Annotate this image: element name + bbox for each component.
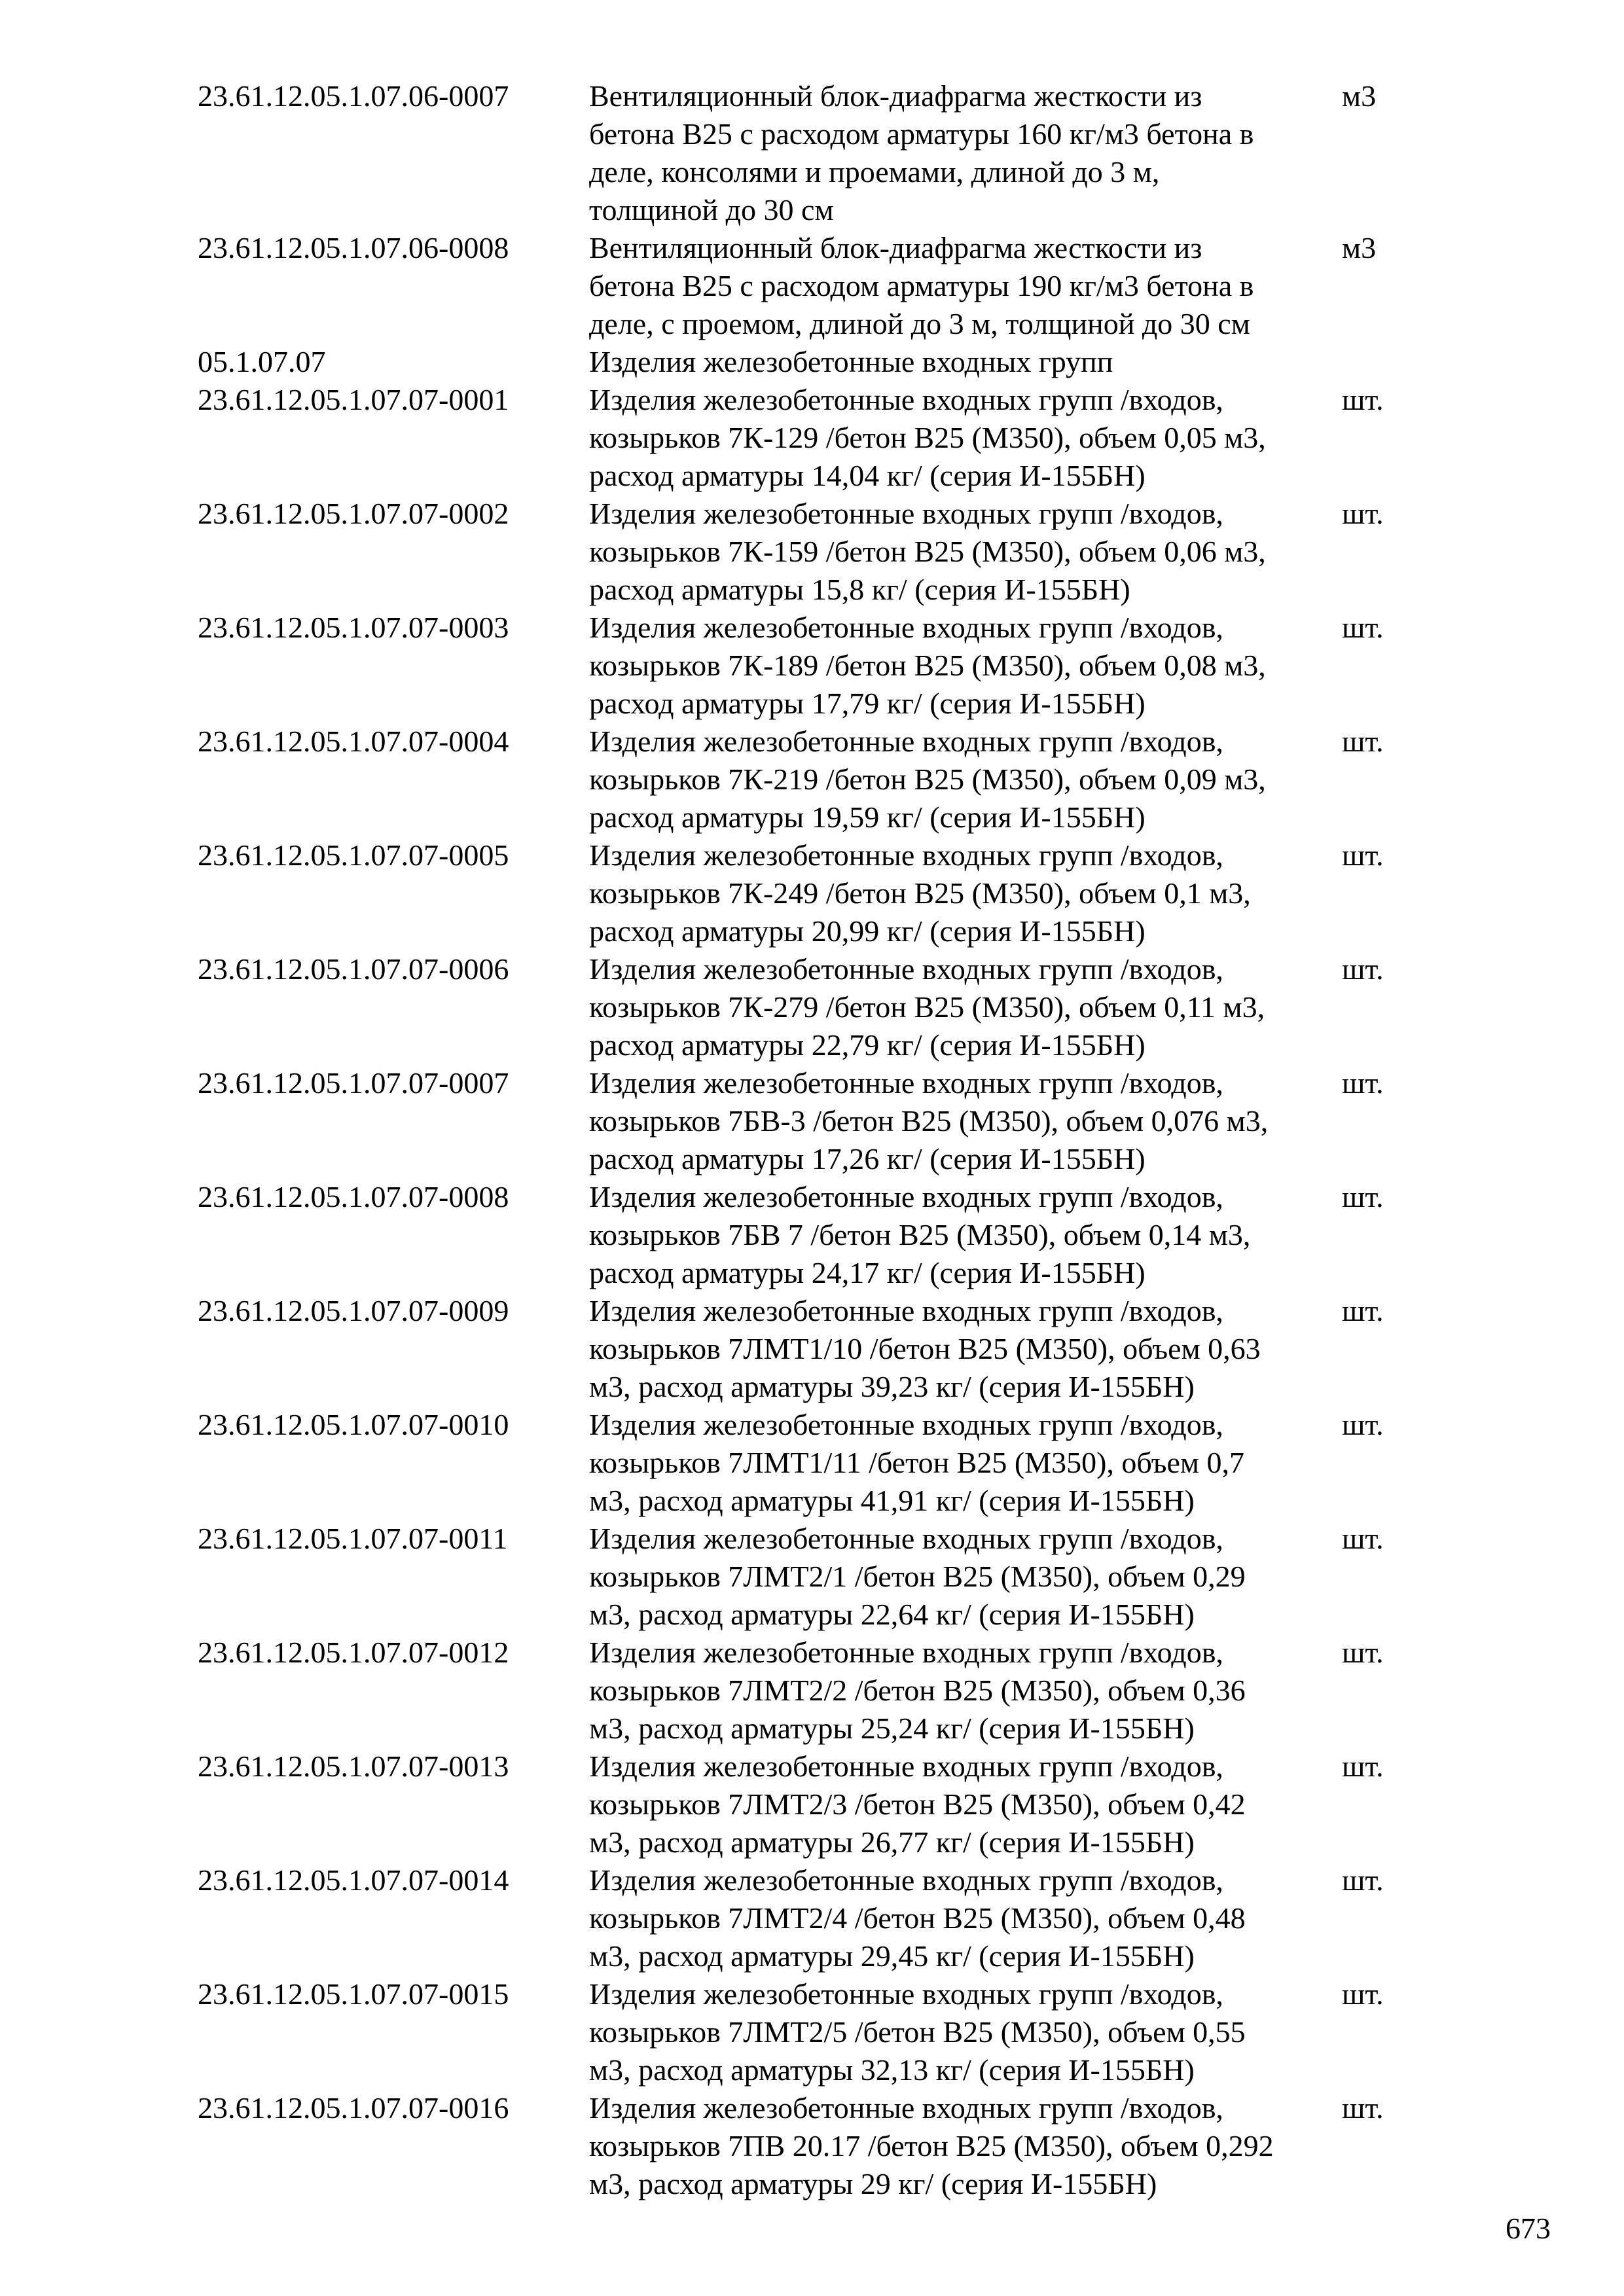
resource-unit: шт.: [1342, 1294, 1384, 1327]
resource-description: Изделия железобетонные входных групп /входов, козырьков 7ПВ 20.17 /бетон В25 (М350), объем 0,292 м3, расход арматуры 29 кг/ (серия И-155БН): [589, 2091, 1274, 2200]
table-row: [198, 1292, 1441, 1406]
resource-description: Изделия железобетонные входных групп /входов, козырьков 7ЛМТ1/10 /бетон В25 (М350), объем 0,63 м3, расход арматуры 39,23 кг/ (серия И-155БН): [589, 1294, 1261, 1403]
table-row: [198, 77, 1441, 229]
resource-description: Вентиляционный блок-диафрагма жесткости из бетона В25 с расходом арматуры 160 кг/м3 бетона в деле, консолями и проемами, длиной до 3 м, толщиной до 30 см: [589, 79, 1254, 226]
resource-unit: м3: [1342, 79, 1377, 113]
resource-description: Изделия железобетонные входных групп /входов, козырьков 7ЛМТ2/4 /бетон В25 (М350), объем 0,48 м3, расход арматуры 29,45 кг/ (серия И-155БН): [589, 1863, 1246, 1973]
resource-description: Изделия железобетонные входных групп /входов, козырьков 7ЛМТ2/1 /бетон В25 (М350), объем 0,29 м3, расход арматуры 22,64 кг/ (серия И-155БН): [589, 1522, 1246, 1631]
resource-unit: шт.: [1342, 1408, 1384, 1441]
table-row: [198, 2089, 1441, 2203]
resource-description: Изделия железобетонные входных групп /входов, козырьков 7К-219 /бетон В25 (М350), объем 0,09 м3, расход арматуры 19,59 кг/ (серия И-155БН): [589, 725, 1266, 834]
resource-code: 23.61.12.05.1.07.07-0009: [198, 1294, 509, 1327]
resource-unit: шт.: [1342, 1180, 1384, 1213]
resource-description: Вентиляционный блок-диафрагма жесткости из бетона В25 с расходом арматуры 190 кг/м3 бетона в деле, с проемом, длиной до 3 м, толщиной до 30 см: [589, 231, 1254, 340]
table-row: [198, 1520, 1441, 1634]
resource-code: 23.61.12.05.1.07.06-0008: [198, 231, 509, 264]
table-row: [198, 1406, 1441, 1520]
table-row: [198, 1634, 1441, 1748]
resource-unit: м3: [1342, 231, 1377, 264]
table-row: [198, 381, 1441, 495]
resource-description: Изделия железобетонные входных групп /входов, козырьков 7ЛМТ1/11 /бетон В25 (М350), объем 0,7 м3, расход арматуры 41,91 кг/ (серия И-155БН): [589, 1408, 1244, 1517]
section-title: Изделия железобетонные входных групп: [589, 345, 1113, 378]
table-row: [198, 1178, 1441, 1292]
resource-code: 23.61.12.05.1.07.07-0015: [198, 1977, 509, 2011]
resource-unit: шт.: [1342, 1522, 1384, 1555]
resource-description: Изделия железобетонные входных групп /входов, козырьков 7К-159 /бетон В25 (М350), объем 0,06 м3, расход арматуры 15,8 кг/ (серия И-155БН): [589, 497, 1266, 606]
resource-unit: шт.: [1342, 1749, 1384, 1783]
resource-code: 23.61.12.05.1.07.07-0010: [198, 1408, 509, 1441]
table-row: [198, 950, 1441, 1064]
table-row: [198, 836, 1441, 950]
resource-description: Изделия железобетонные входных групп /входов, козырьков 7К-279 /бетон В25 (М350), объем 0,11 м3, расход арматуры 22,79 кг/ (серия И-155БН): [589, 952, 1265, 1062]
resource-code: 23.61.12.05.1.07.07-0013: [198, 1749, 509, 1783]
resource-unit: шт.: [1342, 952, 1384, 986]
resource-code: 23.61.12.05.1.07.07-0007: [198, 1066, 509, 1100]
resource-unit: шт.: [1342, 1863, 1384, 1897]
resource-description: Изделия железобетонные входных групп /входов, козырьков 7ЛМТ2/3 /бетон В25 (М350), объем 0,42 м3, расход арматуры 26,77 кг/ (серия И-155БН): [589, 1749, 1246, 1859]
page-number: 673: [1506, 2212, 1551, 2245]
resource-unit: шт.: [1342, 383, 1384, 416]
resource-code: 23.61.12.05.1.07.07-0011: [198, 1522, 508, 1555]
resource-code: 23.61.12.05.1.07.07-0016: [198, 2091, 509, 2125]
resource-code: 23.61.12.05.1.07.07-0004: [198, 725, 509, 758]
table-row: [198, 1975, 1441, 2089]
table-row: [198, 609, 1441, 723]
resource-description: Изделия железобетонные входных групп /входов, козырьков 7ЛМТ2/2 /бетон В25 (М350), объем 0,36 м3, расход арматуры 25,24 кг/ (серия И-155БН): [589, 1636, 1246, 1745]
table-row: [198, 723, 1441, 836]
resource-description: Изделия железобетонные входных групп /входов, козырьков 7К-189 /бетон В25 (М350), объем 0,08 м3, расход арматуры 17,79 кг/ (серия И-155БН): [589, 611, 1266, 720]
resource-code: 23.61.12.05.1.07.07-0006: [198, 952, 509, 986]
resource-unit: шт.: [1342, 1977, 1384, 2011]
resource-code: 23.61.12.05.1.07.07-0008: [198, 1180, 509, 1213]
resource-unit: шт.: [1342, 1636, 1384, 1669]
resource-unit: шт.: [1342, 725, 1384, 758]
resource-code: 23.61.12.05.1.07.07-0001: [198, 383, 509, 416]
resource-code: 23.61.12.05.1.07.07-0005: [198, 838, 509, 872]
table-row: [198, 1748, 1441, 1861]
resource-description: Изделия железобетонные входных групп /входов, козырьков 7К-129 /бетон В25 (М350), объем 0,05 м3, расход арматуры 14,04 кг/ (серия И-155БН): [589, 383, 1266, 492]
resource-unit: шт.: [1342, 611, 1384, 644]
section-heading-row: [198, 343, 1441, 381]
resource-unit: шт.: [1342, 1066, 1384, 1100]
table-row: [198, 229, 1441, 343]
resource-unit: шт.: [1342, 838, 1384, 872]
section-code: 05.1.07.07: [198, 345, 326, 378]
resource-code: 23.61.12.05.1.07.07-0003: [198, 611, 509, 644]
resource-unit: шт.: [1342, 2091, 1384, 2125]
resource-description: Изделия железобетонные входных групп /входов, козырьков 7ЛМТ2/5 /бетон В25 (М350), объем 0,55 м3, расход арматуры 32,13 кг/ (серия И-155БН): [589, 1977, 1246, 2087]
table-row: [198, 1064, 1441, 1178]
resource-unit: шт.: [1342, 497, 1384, 530]
table-row: [198, 495, 1441, 609]
resource-code: 23.61.12.05.1.07.06-0007: [198, 79, 509, 113]
resource-description: Изделия железобетонные входных групп /входов, козырьков 7К-249 /бетон В25 (М350), объем 0,1 м3, расход арматуры 20,99 кг/ (серия И-155БН): [589, 838, 1251, 948]
resource-description: Изделия железобетонные входных групп /входов, козырьков 7БВ 7 /бетон В25 (М350), объем 0,14 м3, расход арматуры 24,17 кг/ (серия И-155БН): [589, 1180, 1251, 1289]
table-row: [198, 1861, 1441, 1975]
resource-description: Изделия железобетонные входных групп /входов, козырьков 7БВ-3 /бетон В25 (М350), объем 0,076 м3, расход арматуры 17,26 кг/ (серия И-155БН): [589, 1066, 1269, 1175]
resource-code: 23.61.12.05.1.07.07-0012: [198, 1636, 509, 1669]
resource-code: 23.61.12.05.1.07.07-0014: [198, 1863, 509, 1897]
resource-table: [198, 77, 1441, 2203]
resource-code: 23.61.12.05.1.07.07-0002: [198, 497, 509, 530]
